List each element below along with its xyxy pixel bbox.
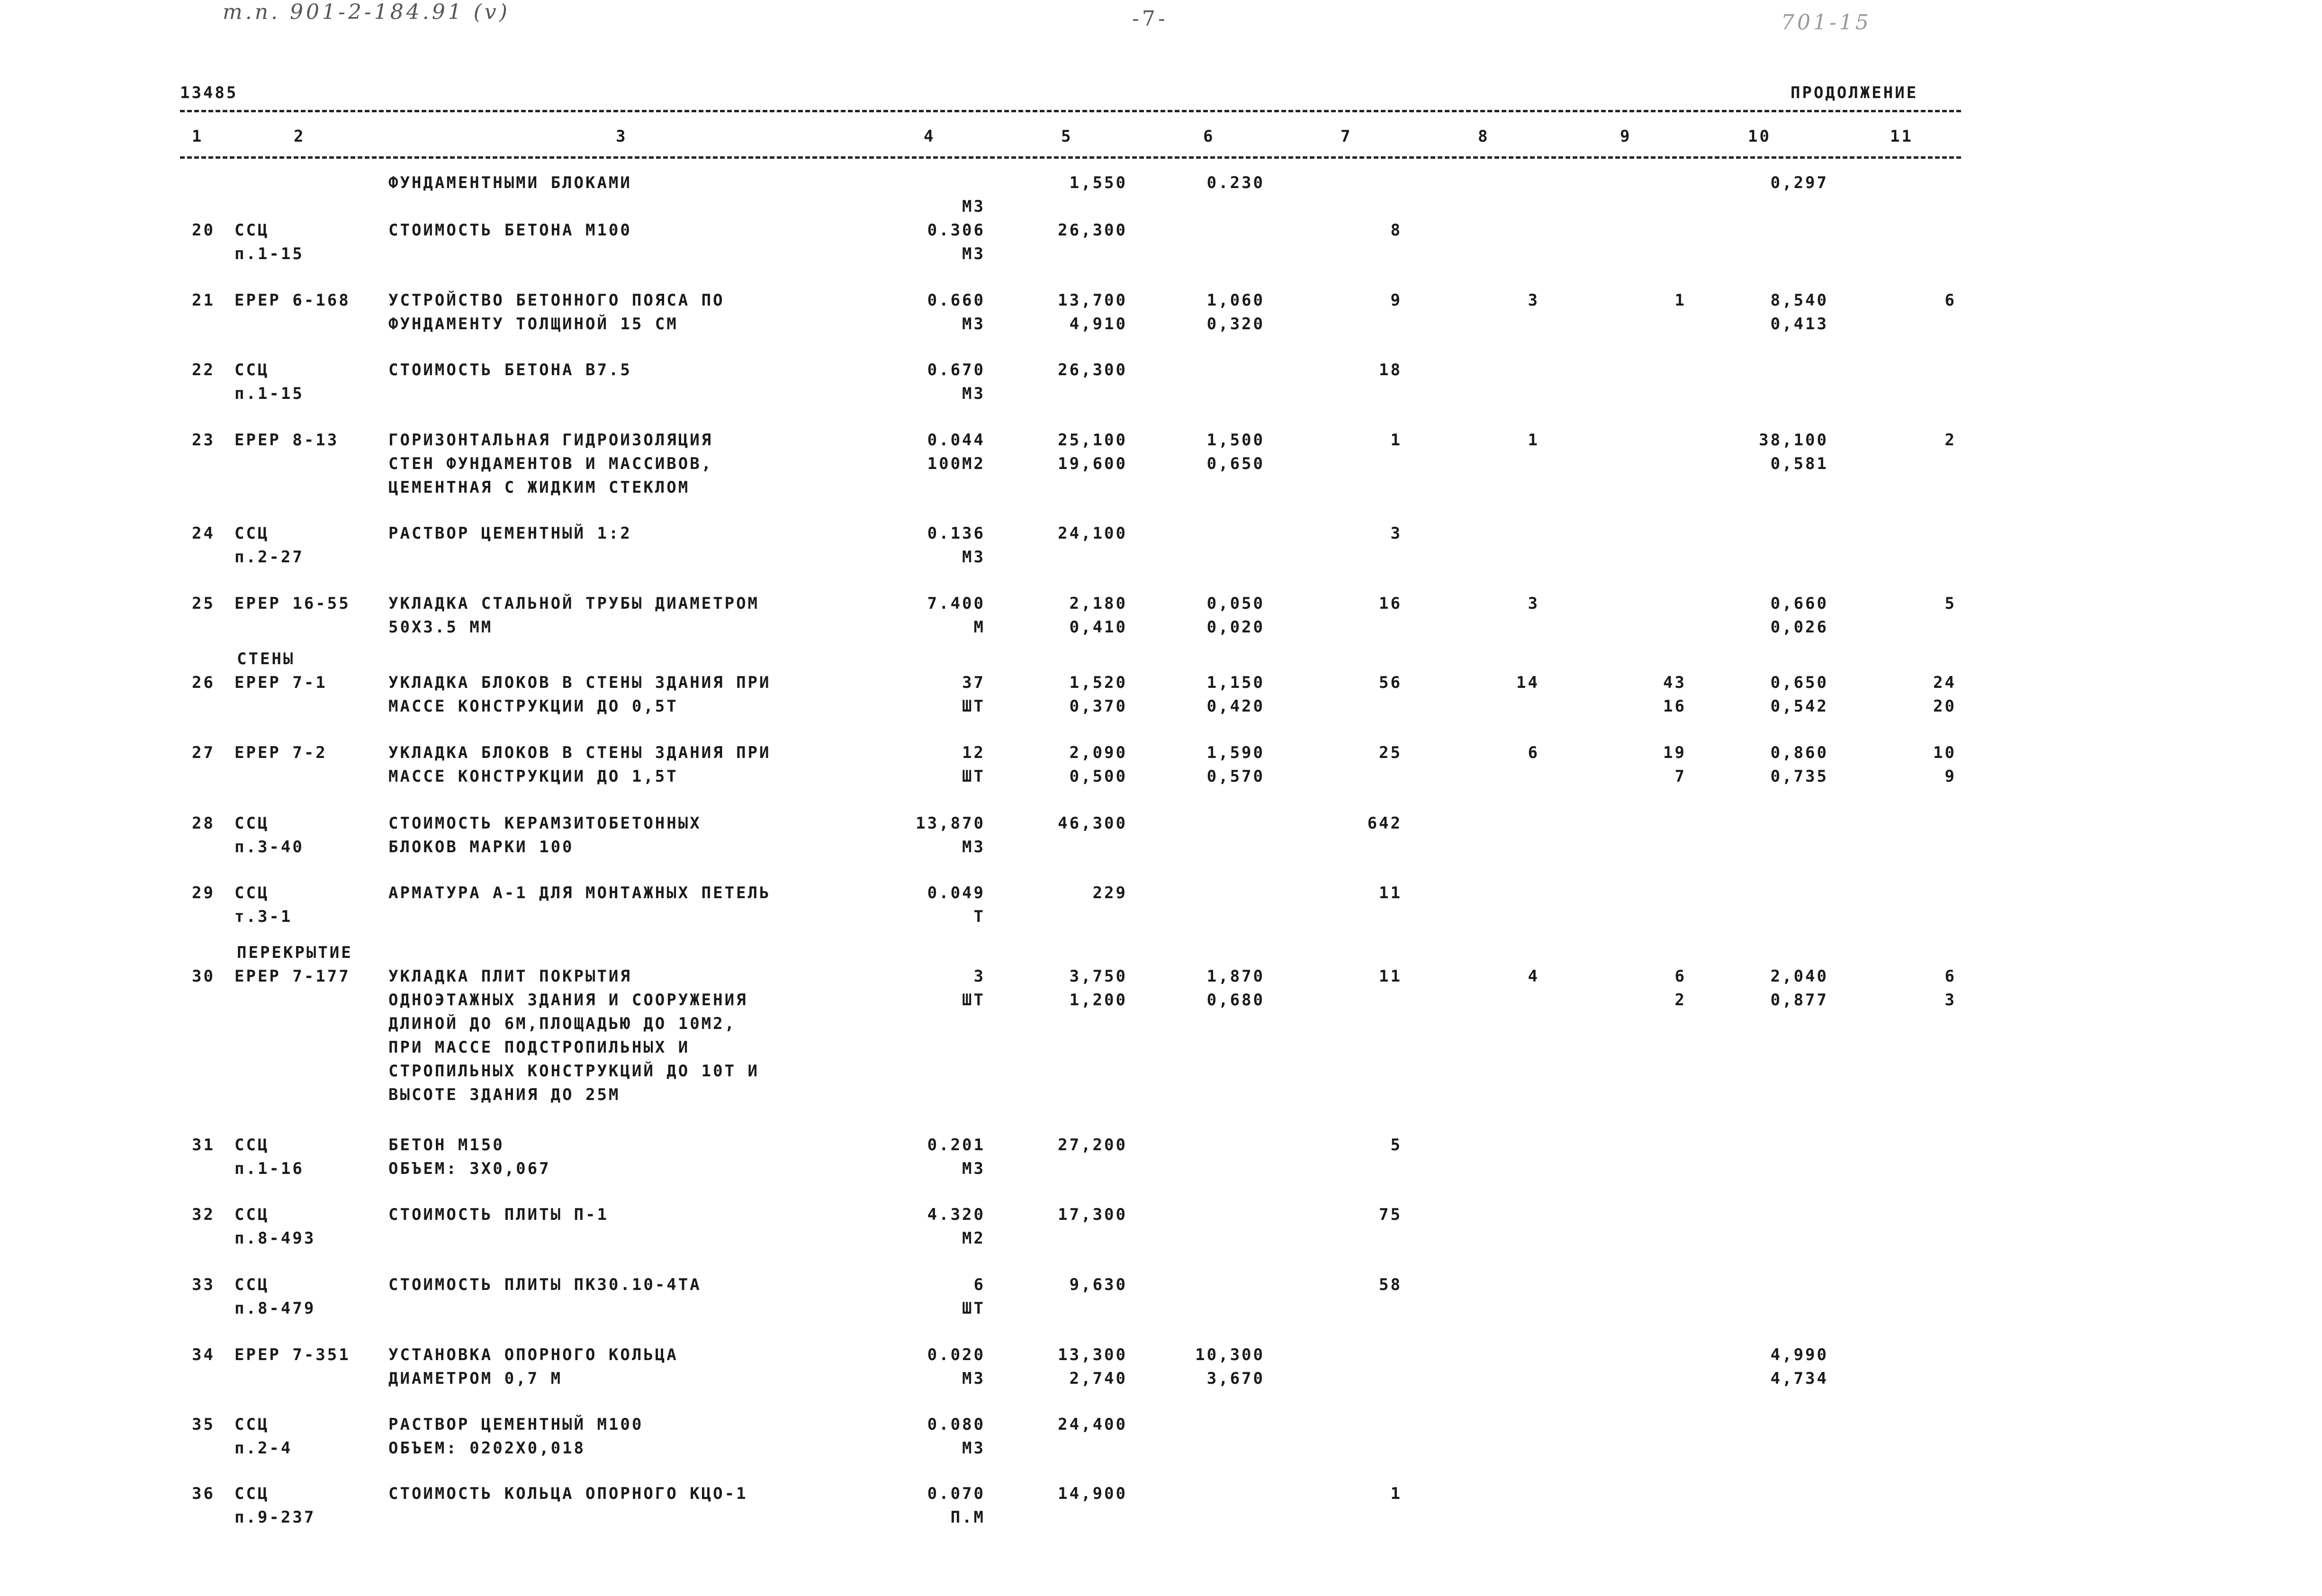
row-description: ДИАМЕТРОМ 0,7 М [388, 1369, 563, 1388]
row-c10: 0,581 [1770, 454, 1828, 473]
column-header-11: 11 [1890, 127, 1913, 146]
row-quantity: 3 [973, 967, 985, 986]
row-c10: 38,100 [1759, 431, 1828, 450]
row-c11: 9 [1944, 767, 1956, 786]
row-unit: М3 [962, 244, 985, 263]
row-description: СТОИМОСТЬ ПЛИТЫ П-1 [388, 1205, 609, 1224]
row-c7: 58 [1379, 1275, 1402, 1294]
row-c9: 6 [1674, 967, 1686, 986]
row-quantity: 6 [973, 1275, 985, 1294]
row-number: 26 [192, 673, 215, 692]
row-code: ССЦ [234, 1415, 270, 1434]
row-c9: 7 [1674, 767, 1686, 786]
row-c5: 1,520 [1069, 673, 1127, 692]
row-quantity: 0.080 [927, 1415, 985, 1434]
row-c7: 1 [1390, 1484, 1402, 1503]
row-c6: 0.230 [1206, 173, 1265, 192]
row-description: СТОИМОСТЬ КЕРАМЗИТОБЕТОННЫХ [388, 814, 702, 833]
column-header-1: 1 [192, 127, 204, 146]
row-code: ССЦ [234, 221, 270, 240]
row-code-ref: п.1-16 [234, 1159, 304, 1178]
row-c5: 26,300 [1058, 221, 1127, 240]
row-number: 22 [192, 361, 215, 379]
column-header-8: 8 [1478, 127, 1490, 146]
row-description: СТРОПИЛЬНЫХ КОНСТРУКЦИЙ ДО 10Т И [388, 1062, 760, 1081]
column-header-6: 6 [1203, 127, 1215, 146]
row-c10: 0,297 [1770, 173, 1828, 192]
row-unit: М3 [962, 838, 985, 857]
row-c9: 19 [1663, 743, 1686, 762]
row-c5: 2,090 [1069, 743, 1127, 762]
row-unit: 100М2 [927, 454, 985, 473]
row-c5: 9,630 [1069, 1275, 1127, 1294]
row-c5: 13,700 [1058, 291, 1127, 310]
row-c10: 0,660 [1770, 594, 1828, 613]
row-unit: М3 [962, 548, 985, 567]
row-c10: 4,734 [1770, 1369, 1828, 1388]
row-code: ССЦ [234, 1275, 270, 1294]
row-number: 36 [192, 1484, 215, 1503]
row-unit: ШТ [962, 991, 985, 1010]
section-heading: ПЕРЕКРЫТИЕ [237, 943, 353, 962]
row-c7: 8 [1390, 221, 1402, 240]
row-c9: 43 [1663, 673, 1686, 692]
row-number: 33 [192, 1275, 215, 1294]
row-code: ССЦ [234, 814, 270, 833]
row-c11: 5 [1944, 594, 1956, 613]
row-c8: 1 [1528, 431, 1539, 450]
row-c5: 14,900 [1058, 1484, 1127, 1503]
row-c7: 3 [1390, 524, 1402, 543]
row-code-ref: п.1-15 [234, 384, 304, 403]
row-number: 24 [192, 524, 215, 543]
row-code-ref: п.3-40 [234, 838, 304, 857]
row-description: РАСТВОР ЦЕМЕНТНЫЙ М100 [388, 1415, 644, 1434]
row-c5: 0,410 [1069, 618, 1127, 637]
row-code-ref: п.1-15 [234, 244, 304, 263]
row-c6: 1,060 [1206, 291, 1265, 310]
row-quantity: 0.070 [927, 1484, 985, 1503]
row-code: ЕРЕР 7-2 [234, 743, 327, 762]
row-c5: 4,910 [1069, 315, 1127, 334]
row-c6: 0,050 [1206, 594, 1265, 613]
row-c11: 6 [1944, 291, 1956, 310]
row-c5: 27,200 [1058, 1136, 1127, 1154]
row-quantity: 12 [962, 743, 985, 762]
column-header-10: 10 [1748, 127, 1771, 146]
row-c5: 1,200 [1069, 991, 1127, 1010]
row-c6: 0,420 [1206, 697, 1265, 716]
header-rule-bottom [180, 156, 1961, 159]
row-description: БЕТОН М150 [388, 1136, 504, 1154]
row-quantity: 0.020 [927, 1345, 985, 1364]
row-c6: 1,150 [1206, 673, 1265, 692]
row-c5: 229 [1092, 884, 1127, 902]
row-description: ВЫСОТЕ ЗДАНИЯ ДО 25М [388, 1085, 621, 1104]
project-reference: т.п. 901-2-184.91 (v) [223, 0, 510, 24]
row-c7: 25 [1379, 743, 1402, 762]
row-description: 50Х3.5 ММ [388, 618, 493, 637]
row-c6: 1,590 [1206, 743, 1265, 762]
row-description: ОБЪЕМ: 0202Х0,018 [388, 1439, 585, 1458]
row-c8: 3 [1528, 291, 1539, 310]
row-description: ГОРИЗОНТАЛЬНАЯ ГИДРОИЗОЛЯЦИЯ [388, 431, 713, 450]
row-number: 30 [192, 967, 215, 986]
section-heading: СТЕНЫ [237, 649, 295, 668]
row-c8: 6 [1528, 743, 1539, 762]
row-c10: 0,877 [1770, 991, 1828, 1010]
row-unit: П.М [950, 1508, 985, 1527]
row-unit: М3 [962, 1159, 985, 1178]
row-c5: 1,550 [1069, 173, 1127, 192]
row-c5: 2,740 [1069, 1369, 1127, 1388]
row-c7: 642 [1367, 814, 1402, 833]
row-description: УКЛАДКА БЛОКОВ В СТЕНЫ ЗДАНИЯ ПРИ [388, 743, 771, 762]
row-c11: 20 [1933, 697, 1956, 716]
row-unit: М3 [962, 315, 985, 334]
row-code: ЕРЕР 6-168 [234, 291, 351, 310]
row-c5: 0,370 [1069, 697, 1127, 716]
row-c10: 0,650 [1770, 673, 1828, 692]
row-quantity: 4.320 [927, 1205, 985, 1224]
row-c6: 10,300 [1195, 1345, 1265, 1364]
row-c6: 1,500 [1206, 431, 1265, 450]
row-c11: 2 [1944, 431, 1956, 450]
row-number: 32 [192, 1205, 215, 1224]
row-description: БЛОКОВ МАРКИ 100 [388, 838, 574, 857]
row-c5: 17,300 [1058, 1205, 1127, 1224]
row-description: УКЛАДКА БЛОКОВ В СТЕНЫ ЗДАНИЯ ПРИ [388, 673, 771, 692]
row-description: ДЛИНОЙ ДО 6М,ПЛОЩАДЬЮ ДО 10М2, [388, 1014, 737, 1033]
row-description: МАССЕ КОНСТРУКЦИИ ДО 0,5Т [388, 697, 678, 716]
row-c8: 14 [1516, 673, 1539, 692]
row-unit: ШТ [962, 767, 985, 786]
row-c10: 0,860 [1770, 743, 1828, 762]
row-c11: 3 [1944, 991, 1956, 1010]
row-description: АРМАТУРА А-1 ДЛЯ МОНТАЖНЫХ ПЕТЕЛЬ [388, 884, 771, 902]
row-number: 21 [192, 291, 215, 310]
row-description: СТОИМОСТЬ КОЛЬЦА ОПОРНОГО КЦО-1 [388, 1484, 748, 1503]
row-description: СТОИМОСТЬ БЕТОНА М100 [388, 221, 632, 240]
document-number: 13485 [180, 83, 238, 102]
row-code-ref: п.8-479 [234, 1299, 316, 1318]
row-c5: 24,400 [1058, 1415, 1127, 1434]
row-c7: 18 [1379, 361, 1402, 379]
row-c7: 5 [1390, 1136, 1402, 1154]
row-c11: 10 [1933, 743, 1956, 762]
row-description: ОДНОЭТАЖНЫХ ЗДАНИЯ И СООРУЖЕНИЯ [388, 991, 748, 1010]
row-quantity: 0.049 [927, 884, 985, 902]
row-c10: 0,735 [1770, 767, 1828, 786]
column-header-2: 2 [294, 127, 306, 146]
row-c5: 13,300 [1058, 1345, 1127, 1364]
row-c10: 8,540 [1770, 291, 1828, 310]
page-number: -7- [1132, 7, 1168, 31]
row-c6: 0,570 [1206, 767, 1265, 786]
row-code: ЕРЕР 7-351 [234, 1345, 351, 1364]
row-c6: 1,870 [1206, 967, 1265, 986]
row-code: ЕРЕР 7-1 [234, 673, 327, 692]
row-c5: 46,300 [1058, 814, 1127, 833]
row-code-ref: п.9-237 [234, 1508, 316, 1527]
row-number: 23 [192, 431, 215, 450]
column-header-7: 7 [1341, 127, 1352, 146]
row-c6: 0,020 [1206, 618, 1265, 637]
row-c5: 19,600 [1058, 454, 1127, 473]
row-description: РАСТВОР ЦЕМЕНТНЫЙ 1:2 [388, 524, 632, 543]
row-description: СТЕН ФУНДАМЕНТОВ И МАССИВОВ, [388, 454, 713, 473]
row-c11: 6 [1944, 967, 1956, 986]
continuation-label: ПРОДОЛЖЕНИЕ [1791, 83, 1918, 102]
row-number: 28 [192, 814, 215, 833]
row-number: 35 [192, 1415, 215, 1434]
row-unit: М3 [962, 384, 985, 403]
row-description: ЦЕМЕНТНАЯ С ЖИДКИМ СТЕКЛОМ [388, 478, 690, 497]
row-unit: ШТ [962, 697, 985, 716]
row-code: ЕРЕР 7-177 [234, 967, 351, 986]
row-description: МАССЕ КОНСТРУКЦИИ ДО 1,5Т [388, 767, 678, 786]
row-c6: 3,670 [1206, 1369, 1265, 1388]
row-c9: 16 [1663, 697, 1686, 716]
row-c5: 24,100 [1058, 524, 1127, 543]
row-unit: М3 [962, 197, 985, 216]
row-c5: 26,300 [1058, 361, 1127, 379]
row-description: УКЛАДКА ПЛИТ ПОКРЫТИЯ [388, 967, 632, 986]
row-c5: 3,750 [1069, 967, 1127, 986]
row-description: ФУНДАМЕНТУ ТОЛЩИНОЙ 15 СМ [388, 315, 678, 334]
row-description: ПРИ МАССЕ ПОДСТРОПИЛЬНЫХ И [388, 1038, 690, 1057]
corner-mark: 701-15 [1781, 10, 1872, 35]
row-quantity: 0.660 [927, 291, 985, 310]
row-description: УСТРОЙСТВО БЕТОННОГО ПОЯСА ПО [388, 291, 725, 310]
row-code: ССЦ [234, 361, 270, 379]
row-c9: 2 [1674, 991, 1686, 1010]
row-code: ССЦ [234, 1205, 270, 1224]
row-c7: 75 [1379, 1205, 1402, 1224]
row-quantity: 0.044 [927, 431, 985, 450]
row-quantity: 0.670 [927, 361, 985, 379]
row-description: УСТАНОВКА ОПОРНОГО КОЛЬЦА [388, 1345, 678, 1364]
row-c5: 25,100 [1058, 431, 1127, 450]
row-number: 25 [192, 594, 215, 613]
row-code-ref: п.8-493 [234, 1229, 316, 1248]
row-c10: 0,542 [1770, 697, 1828, 716]
row-unit: М3 [962, 1369, 985, 1388]
row-number: 20 [192, 221, 215, 240]
row-c11: 24 [1933, 673, 1956, 692]
row-c9: 1 [1674, 291, 1686, 310]
row-quantity: 0.306 [927, 221, 985, 240]
row-quantity: 7.400 [927, 594, 985, 613]
row-number: 29 [192, 884, 215, 902]
row-unit: М2 [962, 1229, 985, 1248]
row-quantity: 0.201 [927, 1136, 985, 1154]
row-quantity: 13,870 [916, 814, 985, 833]
row-c8: 4 [1528, 967, 1539, 986]
row-code-ref: п.2-4 [234, 1439, 293, 1458]
column-header-5: 5 [1061, 127, 1073, 146]
row-c7: 56 [1379, 673, 1402, 692]
row-description: УКЛАДКА СТАЛЬНОЙ ТРУБЫ ДИАМЕТРОМ [388, 594, 760, 613]
row-description: СТОИМОСТЬ БЕТОНА В7.5 [388, 361, 632, 379]
row-unit: Т [973, 907, 985, 926]
row-c7: 1 [1390, 431, 1402, 450]
row-unit: М3 [962, 1439, 985, 1458]
row-c10: 2,040 [1770, 967, 1828, 986]
row-unit: М [973, 618, 985, 637]
row-quantity: 0.136 [927, 524, 985, 543]
row-c6: 0,680 [1206, 991, 1265, 1010]
row-unit: ШТ [962, 1299, 985, 1318]
row-c5: 0,500 [1069, 767, 1127, 786]
row-description: ФУНДАМЕНТНЫМИ БЛОКАМИ [388, 173, 632, 192]
row-c7: 16 [1379, 594, 1402, 613]
row-code: ССЦ [234, 1136, 270, 1154]
row-c6: 0,320 [1206, 315, 1265, 334]
row-code: ССЦ [234, 524, 270, 543]
row-code: ССЦ [234, 1484, 270, 1503]
row-c7: 11 [1379, 967, 1402, 986]
row-c10: 0,413 [1770, 315, 1828, 334]
header-rule-top [180, 110, 1961, 112]
row-c10: 0,026 [1770, 618, 1828, 637]
row-c10: 4,990 [1770, 1345, 1828, 1364]
row-c5: 2,180 [1069, 594, 1127, 613]
row-quantity: 37 [962, 673, 985, 692]
row-code: ССЦ [234, 884, 270, 902]
column-header-4: 4 [924, 127, 936, 146]
row-number: 31 [192, 1136, 215, 1154]
row-code-ref: т.3-1 [234, 907, 293, 926]
row-number: 34 [192, 1345, 215, 1364]
row-code-ref: п.2-27 [234, 548, 304, 567]
row-c6: 0,650 [1206, 454, 1265, 473]
row-c7: 11 [1379, 884, 1402, 902]
row-code: ЕРЕР 8-13 [234, 431, 339, 450]
row-code: ЕРЕР 16-55 [234, 594, 351, 613]
row-description: СТОИМОСТЬ ПЛИТЫ ПК30.10-4ТА [388, 1275, 702, 1294]
row-description: ОБЪЕМ: 3Х0,067 [388, 1159, 551, 1178]
row-c7: 9 [1390, 291, 1402, 310]
column-header-9: 9 [1620, 127, 1632, 146]
row-c8: 3 [1528, 594, 1539, 613]
column-header-3: 3 [616, 127, 628, 146]
row-number: 27 [192, 743, 215, 762]
